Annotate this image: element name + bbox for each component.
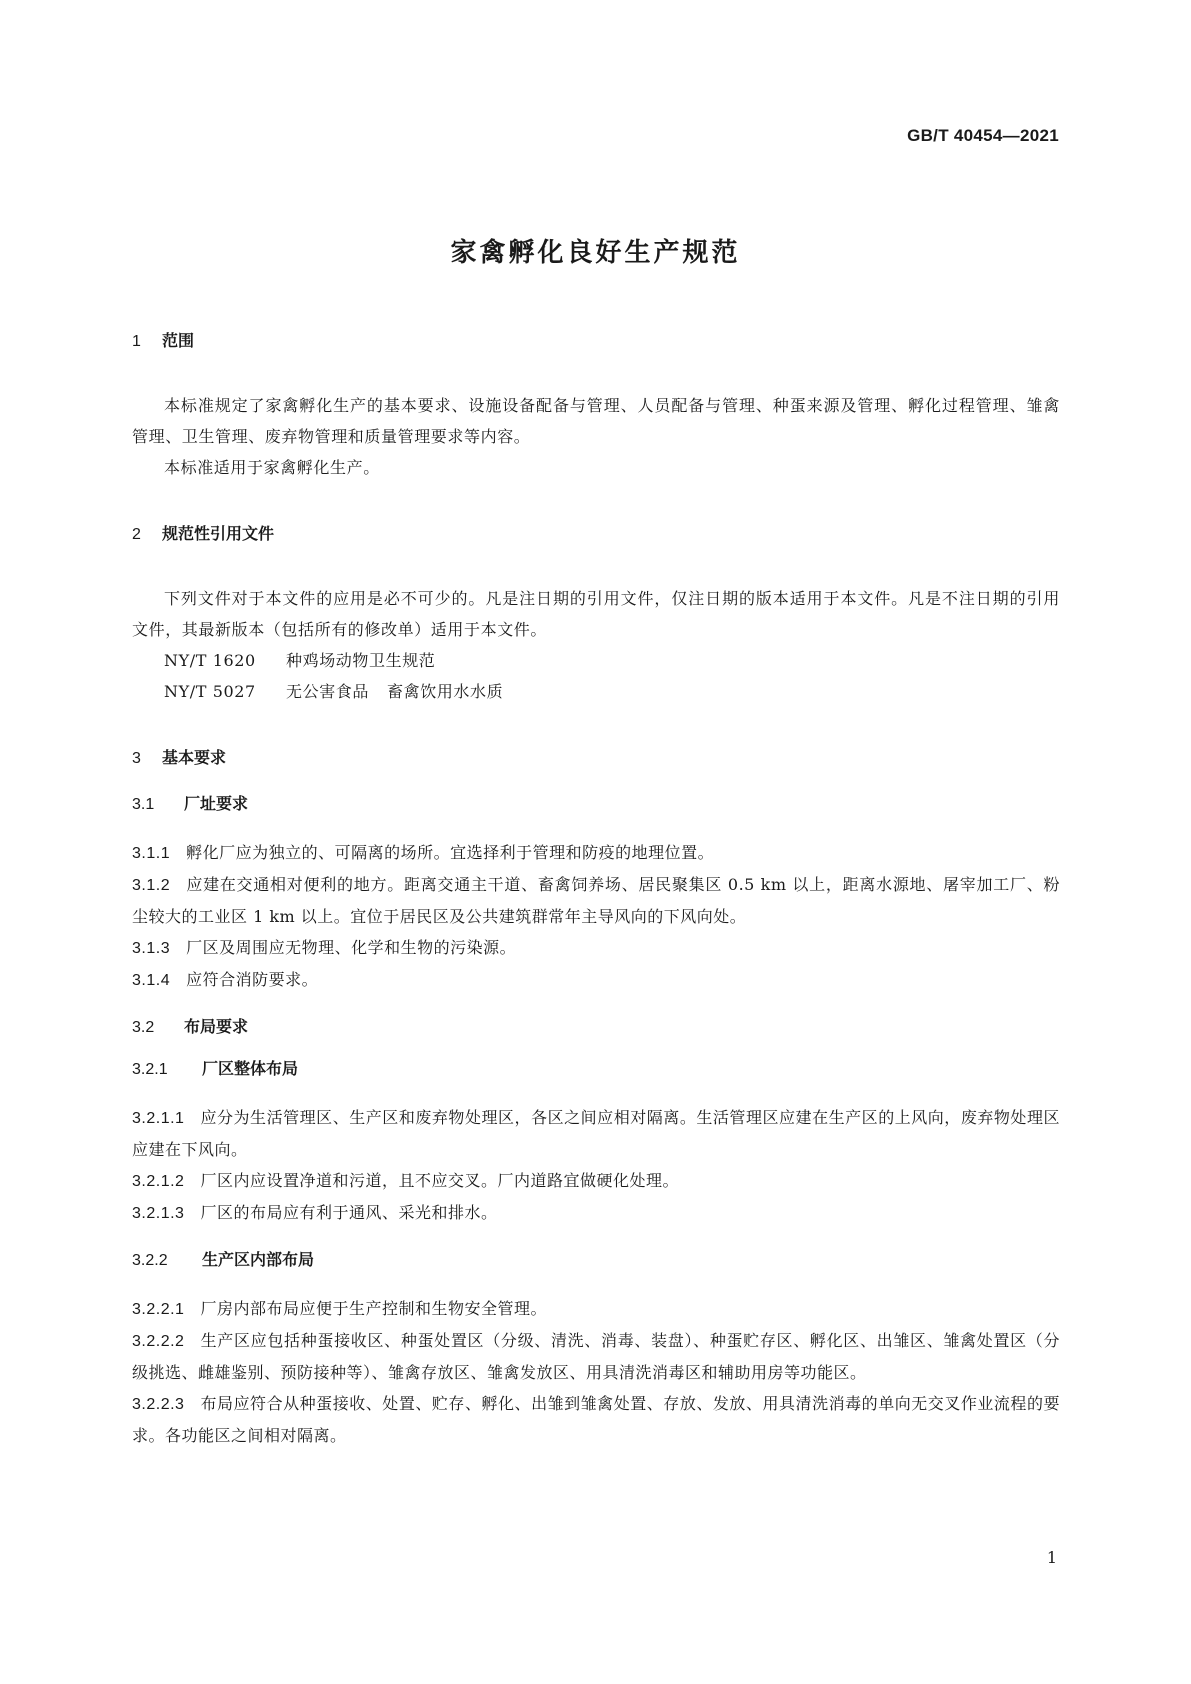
reference-title: 种鸡场动物卫生规范 <box>286 651 436 670</box>
subsection-number: 3.2 <box>132 1019 155 1036</box>
clause-number: 3.1.3 <box>132 940 171 957</box>
section-title: 基本要求 <box>162 748 227 767</box>
clause <box>132 837 1060 869</box>
reference-title-part2: 畜禽饮用水水质 <box>387 682 504 701</box>
section-number: 1 <box>132 333 141 350</box>
clause-text: 应分为生活管理区、生产区和废弃物处理区，各区之间应相对隔离。生活管理区应建在生产区的上风向，废弃物处理区应建在下风向。 <box>132 1108 1060 1159</box>
subsubsection-heading-production-area-layout <box>132 1249 1060 1271</box>
section-title: 范围 <box>162 331 195 350</box>
clause-text: 厂区内应设置净道和污道，且不应交叉。厂内道路宜做硬化处理。 <box>200 1171 679 1190</box>
section-title: 规范性引用文件 <box>162 524 275 543</box>
page-number: 1 <box>1046 1548 1057 1567</box>
section-number: 2 <box>132 526 141 543</box>
clause-text: 应建在交通相对便利的地方。距离交通主干道、畜禽饲养场、居民聚集区 0.5 km 以上，距离水源地、屠宰加工厂、粉尘较大的工业区 1 km 以上。宜位于居民区及公共建筑群常年主导风向的下风向处。 <box>132 875 1060 926</box>
paragraph: 下列文件对于本文件的应用是必不可少的。凡是注日期的引用文件，仅注日期的版本适用于本文件。凡是不注日期的引用文件，其最新版本（包括所有的修改单）适用于本文件。 <box>132 589 1060 639</box>
clause-number: 3.1.2 <box>132 877 171 894</box>
subsection-title: 布局要求 <box>184 1017 249 1036</box>
paragraph: 本标准规定了家禽孵化生产的基本要求、设施设备配备与管理、人员配备与管理、种蛋来源及管理、孵化过程管理、雏禽管理、卫生管理、废弃物管理和质量管理要求等内容。 <box>132 396 1060 446</box>
paragraph: 本标准适用于家禽孵化生产。 <box>164 458 380 477</box>
clause-text: 孵化厂应为独立的、可隔离的场所。宜选择利于管理和防疫的地理位置。 <box>186 843 715 862</box>
clause <box>132 1293 1060 1325</box>
clause <box>132 869 1060 932</box>
clause-text: 厂区的布局应有利于通风、采光和排水。 <box>200 1203 498 1222</box>
clause-number: 3.2.1.3 <box>132 1205 185 1222</box>
clause-number: 3.1.1 <box>132 845 171 862</box>
clause <box>132 1197 1060 1229</box>
reference-title: 无公害食品 <box>286 682 370 701</box>
clause <box>132 1325 1060 1388</box>
clause-number: 3.2.2.2 <box>132 1333 185 1350</box>
reference-code: NY/T 1620 <box>164 651 256 670</box>
subsubsection-title: 厂区整体布局 <box>202 1059 299 1078</box>
reference-code: NY/T 5027 <box>164 682 256 701</box>
document-title: 家禽孵化良好生产规范 <box>450 238 741 268</box>
clause <box>132 964 1060 996</box>
subsubsection-number: 3.2.1 <box>132 1061 168 1078</box>
clause-number: 3.2.2.3 <box>132 1396 185 1413</box>
clause <box>132 1102 1060 1165</box>
clause-number: 3.2.1.1 <box>132 1110 185 1127</box>
document-body <box>132 330 1060 1451</box>
subsubsection-title: 生产区内部布局 <box>202 1250 315 1269</box>
clause <box>132 932 1060 964</box>
subsubsection-number: 3.2.2 <box>132 1252 168 1269</box>
section-heading-normative-references <box>132 523 1060 545</box>
clause-text: 生产区应包括种蛋接收区、种蛋处置区（分级、清洗、消毒、装盘）、种蛋贮存区、孵化区、出雏区、雏禽处置区（分级挑选、雌雄鉴别、预防接种等）、雏禽存放区、雏禽发放区、用具清洗消毒区和辅助用房等功能区。 <box>132 1331 1060 1382</box>
clause-number: 3.1.4 <box>132 972 171 989</box>
subsection-heading-layout <box>132 1016 1060 1038</box>
section-number: 3 <box>132 750 141 767</box>
standard-number: GB/T 40454—2021 <box>907 126 1059 145</box>
section-heading-scope <box>132 330 1060 352</box>
section-heading-basic-requirements <box>132 747 1060 769</box>
reference-item <box>132 676 1060 707</box>
clause <box>132 1388 1060 1451</box>
clause-text: 厂区及周围应无物理、化学和生物的污染源。 <box>186 938 517 957</box>
clause-text: 应符合消防要求。 <box>186 970 319 989</box>
clause-text: 厂房内部布局应便于生产控制和生物安全管理。 <box>200 1299 547 1318</box>
clause-text: 布局应符合从种蛋接收、处置、贮存、孵化、出雏到雏禽处置、存放、发放、用具清洗消毒的单向无交叉作业流程的要求。各功能区之间相对隔离。 <box>132 1394 1060 1445</box>
subsection-title: 厂址要求 <box>184 794 249 813</box>
clause <box>132 1165 1060 1197</box>
subsection-number: 3.1 <box>132 796 155 813</box>
clause-number: 3.2.2.1 <box>132 1301 185 1318</box>
subsection-heading-site <box>132 793 1060 815</box>
reference-item <box>132 645 1060 676</box>
clause-number: 3.2.1.2 <box>132 1173 185 1190</box>
subsubsection-heading-overall-layout <box>132 1058 1060 1080</box>
